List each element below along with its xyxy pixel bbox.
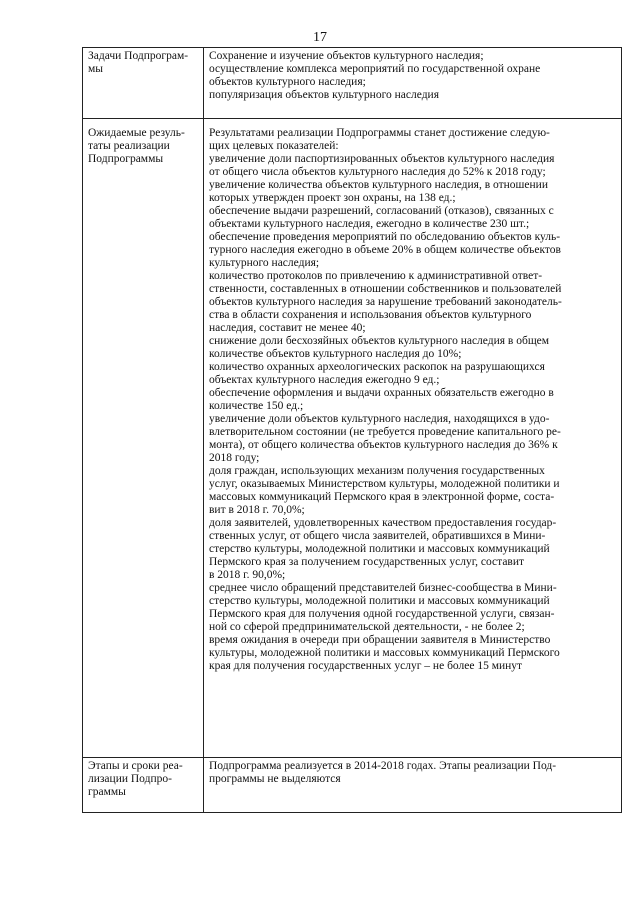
value-line: Пермского края за получением государственных услуг, составит bbox=[209, 556, 525, 568]
label-line: граммы bbox=[88, 786, 126, 798]
row-label bbox=[83, 758, 203, 799]
table-row-stages bbox=[83, 758, 622, 813]
row-value bbox=[204, 758, 621, 786]
value-line: края для получения государственных услуг – не более 15 минут bbox=[209, 660, 523, 672]
value-line: снижение доли бесхозяйных объектов культурного наследия в общем bbox=[209, 335, 550, 347]
value-line: массовых коммуникаций Пермского края в электронной форме, соста- bbox=[209, 491, 555, 503]
value-line: среднее число обращений представителей бизнес-сообщества в Мини- bbox=[209, 582, 557, 594]
value-line: объектами культурного наследия, ежегодно в количестве 230 шт.; bbox=[209, 218, 530, 230]
value-line: культурного наследия; bbox=[209, 257, 320, 269]
value-line: ственности, составленных в отношении собственников и пользователей bbox=[209, 283, 562, 295]
value-line: популяризация объектов культурного наследия bbox=[209, 89, 439, 101]
row-value-cell bbox=[204, 758, 622, 813]
value-line: ной со сферой предпринимательской деятельности, - не более 2; bbox=[209, 621, 525, 633]
label-line: лизации Подпро- bbox=[88, 773, 172, 785]
value-line: объектов культурного наследия; bbox=[209, 76, 366, 88]
label-line: Ожидаемые резуль- bbox=[88, 127, 185, 139]
value-line: 2018 году; bbox=[209, 452, 260, 464]
row-label-cell bbox=[83, 48, 204, 119]
value-line: обеспечение оформления и выдачи охранных обязательств ежегодно в bbox=[209, 387, 554, 399]
value-line: от общего числа объектов культурного наследия до 52% к 2018 году; bbox=[209, 166, 546, 178]
value-line: количестве 150 ед.; bbox=[209, 400, 304, 412]
value-line: доля граждан, использующих механизм получения государственных bbox=[209, 465, 545, 477]
subprogram-passport-table bbox=[82, 47, 622, 813]
value-line: ственных услуг, от общего числа заявителей, обратившихся в Мини- bbox=[209, 530, 546, 542]
value-line: Результатами реализации Подпрограммы станет достижение следую- bbox=[209, 127, 550, 139]
value-line: программы не выделяются bbox=[209, 773, 341, 785]
value-line: вит в 2018 г. 70,0%; bbox=[209, 504, 305, 516]
table-row-expected-results bbox=[83, 119, 622, 758]
value-line: Пермского края для получения одной государственной услуги, связан- bbox=[209, 608, 555, 620]
value-line: влетворительном состоянии (не требуется проведение капитального ре- bbox=[209, 426, 561, 438]
value-line: количестве объектов культурного наследия до 10%; bbox=[209, 348, 462, 360]
row-value bbox=[204, 48, 621, 102]
row-value-cell bbox=[204, 119, 622, 758]
value-line: обеспечение выдачи разрешений, согласований (отказов), связанных с bbox=[209, 205, 554, 217]
label-line: Задачи Подпрограм- bbox=[88, 50, 189, 62]
row-label-cell bbox=[83, 119, 204, 758]
value-line: Подпрограмма реализуется в 2014-2018 годах. Этапы реализации Под- bbox=[209, 760, 557, 772]
value-line: культуры, молодежной политики и массовых коммуникаций Пермского bbox=[209, 647, 560, 659]
value-line: ства в области сохранения и использования объектов культурного bbox=[209, 309, 532, 321]
row-value-cell bbox=[204, 48, 622, 119]
label-line: Подпрограммы bbox=[88, 153, 164, 165]
value-line: Сохранение и изучение объектов культурного наследия; bbox=[209, 50, 484, 62]
row-label bbox=[83, 48, 203, 76]
label-line: мы bbox=[88, 63, 104, 75]
table-row-tasks bbox=[83, 48, 622, 119]
value-line: объектах культурного наследия ежегодно 9 ед.; bbox=[209, 374, 440, 386]
value-line: турного наследия ежегодно в объеме 20% в общем количестве объектов bbox=[209, 244, 561, 256]
value-line: щих целевых показателей: bbox=[209, 140, 339, 152]
row-label bbox=[83, 119, 203, 166]
label-line: Этапы и сроки реа- bbox=[88, 760, 183, 772]
value-line: в 2018 г. 90,0%; bbox=[209, 569, 286, 581]
value-line: осуществление комплекса мероприятий по государственной охране bbox=[209, 63, 541, 75]
value-line: стерство культуры, молодежной политики и массовых коммуникаций bbox=[209, 543, 550, 555]
label-line: таты реализации bbox=[88, 140, 170, 152]
page-number: 17 bbox=[313, 30, 327, 45]
value-line: наследия, составит не менее 40; bbox=[209, 322, 366, 334]
value-line: увеличение доли объектов культурного наследия, находящихся в удо- bbox=[209, 413, 550, 425]
value-line: количество протоколов по привлечению к административной ответ- bbox=[209, 270, 543, 282]
value-line: обеспечение проведения мероприятий по обследованию объектов куль- bbox=[209, 231, 561, 243]
value-line: которых утвержден проект зон охраны, на 138 ед.; bbox=[209, 192, 456, 204]
value-line: монта), от общего количества объектов культурного наследия до 36% к bbox=[209, 439, 558, 451]
value-line: услуг, оказываемых Министерством культуры, молодежной политики и bbox=[209, 478, 560, 490]
value-line: объектов культурного наследия за нарушение требований законодатель- bbox=[209, 296, 562, 308]
row-value bbox=[204, 119, 621, 673]
value-line: стерство культуры, молодежной политики и массовых коммуникаций bbox=[209, 595, 550, 607]
value-line: увеличение доли паспортизированных объектов культурного наследия bbox=[209, 153, 555, 165]
value-line: увеличение количества объектов культурного наследия, в отношении bbox=[209, 179, 548, 191]
value-line: доля заявителей, удовлетворенных качеством предоставления государ- bbox=[209, 517, 557, 529]
value-line: количество охранных археологических раскопок на разрушающихся bbox=[209, 361, 545, 373]
value-line: время ожидания в очереди при обращении заявителя в Министерство bbox=[209, 634, 551, 646]
row-label-cell bbox=[83, 758, 204, 813]
